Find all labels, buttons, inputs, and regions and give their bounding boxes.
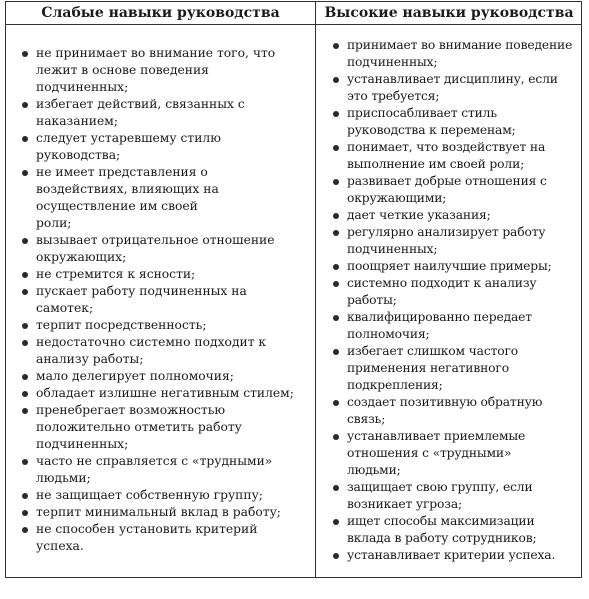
weak-skill-text: не защищает собственную группу; xyxy=(36,488,263,502)
strong-skill-text: квалифицированно передает полномочия; xyxy=(347,310,532,341)
strong-skills-header: Высокие навыки руководства xyxy=(324,5,574,21)
strong-skill-item xyxy=(331,37,579,71)
bullet-icon xyxy=(22,391,28,397)
bullet-icon xyxy=(333,434,339,440)
weak-skill-text: недостаточно системно подходит к анализу работы; xyxy=(36,335,267,366)
strong-skill-text: приспосабливает стиль руководства к переменам; xyxy=(347,106,516,137)
weak-skill-item xyxy=(20,283,300,317)
bullet-icon xyxy=(22,493,28,499)
strong-skill-item xyxy=(331,207,579,224)
bullet-icon xyxy=(333,264,339,270)
bullet-icon xyxy=(22,323,28,329)
strong-skill-text: ищет способы максимизации вклада в работу сотрудников; xyxy=(347,514,537,545)
bullet-icon xyxy=(333,179,339,185)
weak-skill-text: не имеет представления о воздействиях, влияющих на осуществление им своей роли; xyxy=(36,165,219,230)
weak-skill-text: терпит посредственность; xyxy=(36,318,207,332)
weak-skill-item xyxy=(20,453,300,487)
bullet-icon xyxy=(333,315,339,321)
bullet-icon xyxy=(22,408,28,414)
bullet-icon xyxy=(333,230,339,236)
strong-skill-text: устанавливает дисциплину, если это требуется; xyxy=(347,72,558,103)
strong-skill-item xyxy=(331,105,579,139)
weak-skill-item xyxy=(20,45,300,96)
strong-skill-item xyxy=(331,309,579,343)
weak-skill-text: обладает излишне негативным стилем; xyxy=(36,386,294,400)
bullet-icon xyxy=(333,145,339,151)
bullet-icon xyxy=(22,459,28,465)
strong-skill-item xyxy=(331,513,579,547)
bullet-icon xyxy=(22,102,28,108)
weak-skill-text: избегает действий, связанных с наказанием; xyxy=(36,97,245,128)
weak-skills-list xyxy=(20,45,300,555)
strong-skill-item xyxy=(331,71,579,105)
weak-skill-item xyxy=(20,402,300,453)
bullet-icon xyxy=(333,400,339,406)
weak-skill-item xyxy=(20,317,300,334)
bullet-icon xyxy=(333,77,339,83)
strong-skill-text: развивает добрые отношения с окружающими; xyxy=(347,174,547,205)
strong-skill-item xyxy=(331,139,579,173)
header-divider xyxy=(6,24,581,25)
weak-skill-item xyxy=(20,232,300,266)
bullet-icon xyxy=(333,43,339,49)
strong-skill-text: понимает, что воздействует на выполнение им своей роли; xyxy=(347,140,546,171)
weak-skill-item xyxy=(20,368,300,385)
strong-skill-text: дает четкие указания; xyxy=(347,208,491,222)
weak-skill-item xyxy=(20,504,300,521)
bullet-icon xyxy=(333,349,339,355)
weak-skill-text: следует устаревшему стилю руководства; xyxy=(36,131,221,162)
strong-skill-text: поощряет наилучшие примеры; xyxy=(347,259,552,273)
bullet-icon xyxy=(22,51,28,57)
strong-skill-item xyxy=(331,479,579,513)
strong-skill-item xyxy=(331,258,579,275)
weak-skill-item xyxy=(20,164,300,232)
strong-skill-text: устанавливает приемлемые отношения с «трудными» людьми; xyxy=(347,429,526,477)
bullet-icon xyxy=(333,553,339,559)
weak-skill-item xyxy=(20,487,300,504)
bullet-icon xyxy=(333,281,339,287)
strong-skills-list xyxy=(331,37,579,564)
weak-skill-text: мало делегирует полномочия; xyxy=(36,369,234,383)
strong-skill-text: устанавливает критерии успеха. xyxy=(347,548,556,562)
weak-skill-text: терпит минимальный вклад в работу; xyxy=(36,505,281,519)
weak-skills-header: Слабые навыки руководства xyxy=(41,5,280,21)
bullet-icon xyxy=(333,111,339,117)
bullet-icon xyxy=(22,136,28,142)
strong-skill-text: принимает во внимание поведение подчиненных; xyxy=(347,38,573,69)
weak-skill-item xyxy=(20,385,300,402)
weak-skill-text: вызывает отрицательное отношение окружающих; xyxy=(36,233,275,264)
weak-skill-item xyxy=(20,130,300,164)
weak-skill-text: пускает работу подчиненных на самотек; xyxy=(36,284,247,315)
strong-skill-text: регулярно анализирует работу подчиненных; xyxy=(347,225,546,256)
weak-skill-item xyxy=(20,334,300,368)
bullet-icon xyxy=(22,170,28,176)
strong-skill-text: защищает свою группу, если возникает угроза; xyxy=(347,480,533,511)
weak-skill-text: пренебрегает возможностью положительно отметить работу подчиненных; xyxy=(36,403,242,451)
bullet-icon xyxy=(333,485,339,491)
strong-skill-item xyxy=(331,547,579,564)
weak-skill-text: не стремится к ясности; xyxy=(36,267,196,281)
bullet-icon xyxy=(22,374,28,380)
strong-skill-item xyxy=(331,343,579,394)
bullet-icon xyxy=(22,272,28,278)
column-divider xyxy=(315,2,316,577)
strong-skill-item xyxy=(331,428,579,479)
weak-skill-text: не способен установить критерий успеха. xyxy=(36,522,258,553)
bullet-icon xyxy=(22,527,28,533)
bullet-icon xyxy=(22,510,28,516)
strong-skill-text: системно подходит к анализу работы; xyxy=(347,276,537,307)
strong-skill-item xyxy=(331,173,579,207)
strong-skill-text: избегает слишком частого применения негативного подкрепления; xyxy=(347,344,519,392)
weak-skill-text: часто не справляется с «трудными» людьми; xyxy=(36,454,273,485)
strong-skill-text: создает позитивную обратную связь; xyxy=(347,395,543,426)
strong-skill-item xyxy=(331,224,579,258)
weak-skill-item xyxy=(20,266,300,283)
weak-skill-item xyxy=(20,521,300,555)
weak-skill-text: не принимает во внимание того, что лежит в основе поведения подчиненных; xyxy=(36,46,276,94)
strong-skill-item xyxy=(331,275,579,309)
weak-skill-item xyxy=(20,96,300,130)
bullet-icon xyxy=(22,238,28,244)
bullet-icon xyxy=(22,340,28,346)
bullet-icon xyxy=(333,213,339,219)
strong-skill-item xyxy=(331,394,579,428)
bullet-icon xyxy=(333,519,339,525)
bullet-icon xyxy=(22,289,28,295)
